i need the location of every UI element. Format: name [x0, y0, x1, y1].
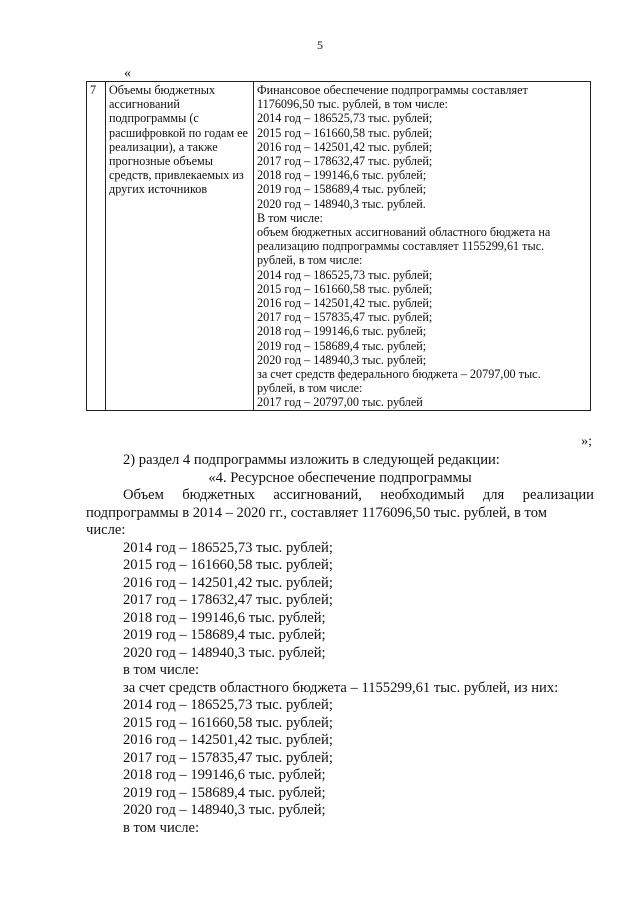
year-line: 2014 год – 186525,73 тыс. рублей; — [123, 539, 333, 556]
content-line: 2015 год – 161660,58 тыс. рублей; — [257, 281, 433, 296]
page-number: 5 — [317, 38, 323, 52]
document-body — [86, 452, 594, 837]
content-line: 2014 год – 186525,73 тыс. рублей; — [257, 267, 433, 282]
content-line: за счет средств федерального бюджета – 20797,00 тыс. — [257, 367, 541, 382]
content-line: 2019 год – 158689,4 тыс. рублей; — [257, 182, 427, 197]
intro-paragraph-line: подпрограммы в 2014 – 2020 гг., составляет 1176096,50 тыс. рублей, в том — [86, 504, 547, 521]
row-content-cell — [254, 82, 591, 411]
budget-table — [86, 81, 591, 411]
content-line: рублей, в том числе: — [257, 381, 363, 396]
year-line: 2018 год – 199146,6 тыс. рублей; — [123, 609, 326, 626]
content-line: 2017 год – 157835,47 тыс. рублей; — [257, 310, 433, 325]
content-line: реализацию подпрограммы составляет 1155299,61 тыс. — [257, 239, 545, 254]
year-line: 2019 год – 158689,4 тыс. рублей; — [123, 627, 326, 643]
content-line: 2020 год – 148940,3 тыс. рублей; — [257, 352, 427, 367]
opening-quote-mark: « — [124, 66, 131, 81]
content-line: 2017 год – 178632,47 тыс. рублей; — [257, 154, 433, 169]
content-line: 2016 год – 142501,42 тыс. рублей; — [257, 296, 433, 311]
row-name-cell — [106, 82, 254, 411]
year-line: 2016 год – 142501,42 тыс. рублей; — [123, 732, 333, 748]
year-line: 2016 год – 142501,42 тыс. рублей; — [123, 574, 333, 591]
amendment-item: 2) раздел 4 подпрограммы изложить в следующей редакции: — [123, 452, 500, 468]
year-line: 2015 год – 161660,58 тыс. рублей; — [123, 714, 333, 731]
content-line: 2014 год – 186525,73 тыс. рублей; — [257, 111, 433, 126]
year-line: 2015 год – 161660,58 тыс. рублей; — [123, 557, 333, 573]
in-that-number-label: в том числе: — [123, 662, 200, 678]
content-line: 1176096,50 тыс. рублей, в том числе: — [257, 97, 448, 112]
content-line: 2015 год – 161660,58 тыс. рублей; — [257, 125, 433, 140]
content-line: 2017 год – 20797,00 тыс. рублей — [257, 395, 423, 410]
intro-paragraph-line: Объем бюджетных ассигнований, необходимый для реализации — [123, 487, 594, 503]
table-row — [87, 82, 591, 411]
closing-quote-mark: »; — [581, 434, 592, 449]
row-name-text: Объемы бюджетных ассигнований подпрограммы (с расшифровкой по годам ее реализации), а также прогнозные объемы средств, привлекаемых из других источников — [109, 83, 248, 197]
intro-paragraph-line: числе: — [86, 522, 126, 538]
content-line: 2019 год – 158689,4 тыс. рублей; — [257, 338, 427, 353]
in-that-number-label: в том числе: — [123, 819, 200, 836]
year-line: 2017 год – 178632,47 тыс. рублей; — [123, 592, 333, 608]
year-line: 2019 год – 158689,4 тыс. рублей; — [123, 784, 326, 801]
regional-budget-line: за счет средств областного бюджета – 1155299,61 тыс. рублей, из них: — [123, 679, 559, 696]
content-line: рублей, в том числе: — [257, 253, 363, 268]
year-line: 2020 год – 148940,3 тыс. рублей; — [123, 644, 326, 661]
year-line: 2018 год – 199146,6 тыс. рублей; — [123, 767, 326, 783]
content-line: В том числе: — [257, 210, 323, 225]
row-number-cell: 7 — [87, 82, 106, 411]
content-line: 2020 год – 148940,3 тыс. рублей. — [257, 196, 426, 211]
section-title: «4. Ресурсное обеспечение подпрограммы — [208, 469, 472, 486]
content-line: 2016 год – 142501,42 тыс. рублей; — [257, 139, 433, 154]
content-line: объем бюджетных ассигнований областного бюджета на — [257, 225, 551, 240]
year-line: 2020 год – 148940,3 тыс. рублей; — [123, 802, 326, 818]
content-line: Финансовое обеспечение подпрограммы составляет — [257, 83, 528, 97]
content-line: 2018 год – 199146,6 тыс. рублей; — [257, 324, 427, 339]
year-line: 2017 год – 157835,47 тыс. рублей; — [123, 749, 333, 766]
content-line: 2018 год – 199146,6 тыс. рублей; — [257, 168, 427, 183]
year-line: 2014 год – 186525,73 тыс. рублей; — [123, 697, 333, 713]
